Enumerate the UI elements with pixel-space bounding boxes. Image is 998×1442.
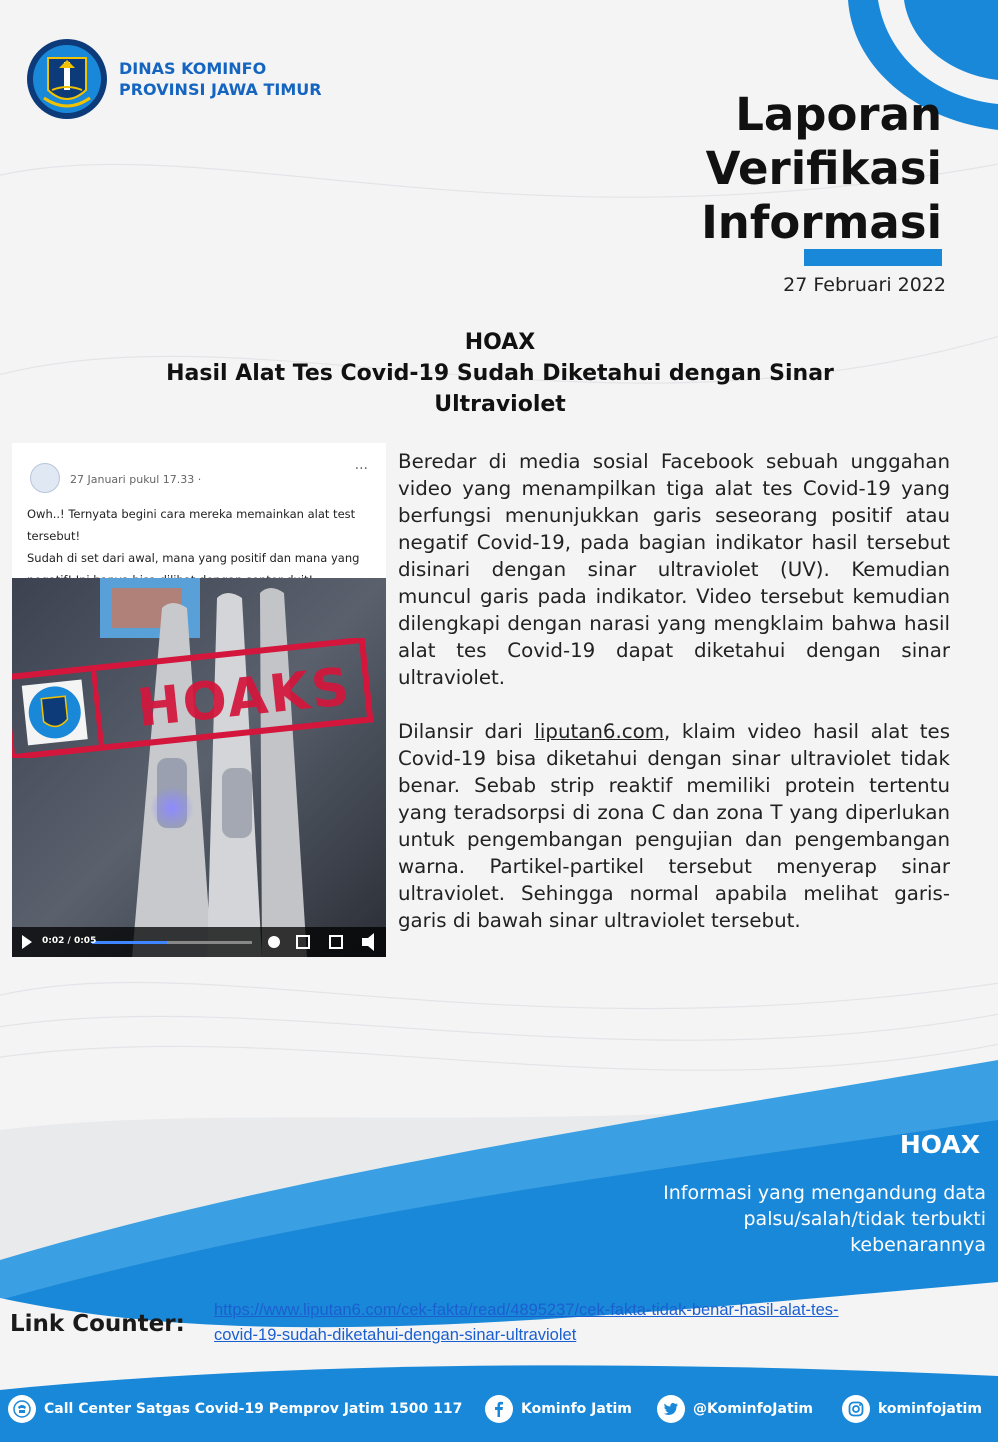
definition-title: HOAX	[899, 1130, 980, 1159]
link-url-line-1[interactable]: https://www.liputan6.com/cek-fakta/read/4895237/cek-fakta-tidak-benar-hasil-alat-tes-	[214, 1301, 839, 1319]
paragraph-1: Beredar di media sosial Facebook sebuah unggahan video yang menampilkan tiga alat tes Covid-19 yang berfungsi menunjukkan garis seseorang positif atau negatif Covid-19, pada bagian indikator hasil tersebut disinari dengan sinar ultraviolet (UV). Kemudian muncul garis pada indikator. Video tersebut kemudian dilengkapi dengan narasi yang mengklaim bahwa hasil alat tes Covid-19 dapat diketahui dengan sinar ultraviolet.	[398, 450, 950, 689]
article-heading	[100, 327, 900, 420]
link-counter-url[interactable]	[214, 1298, 974, 1348]
post-date: 27 Januari pukul 17.33 ·	[70, 473, 202, 486]
definition-line-2: palsu/salah/tidak terbukti	[743, 1208, 986, 1230]
twitter-text: @KominfoJatim	[693, 1401, 814, 1417]
footer-instagram	[842, 1394, 982, 1424]
definition-text	[556, 1180, 986, 1258]
phone-icon	[8, 1395, 36, 1423]
paragraph-2	[398, 718, 950, 934]
link-url-line-2[interactable]: covid-19-sudah-diketahui-dengan-sinar-ultraviolet	[214, 1326, 577, 1344]
report-title-line-2: Verifikasi	[705, 142, 942, 195]
instagram-text: kominfojatim	[878, 1401, 982, 1417]
video-frame	[12, 578, 386, 957]
article-body	[398, 448, 950, 934]
organization-name	[119, 58, 322, 100]
call-center-text: Call Center Satgas Covid-19 Pemprov Jatim 1500 117	[44, 1401, 463, 1417]
definition-line-3: kebenarannya	[850, 1234, 986, 1256]
jatim-logo	[26, 38, 108, 120]
title-underline-bar	[804, 249, 942, 266]
headline-line-1: Hasil Alat Tes Covid-19 Sudah Diketahui dengan Sinar	[166, 361, 834, 386]
hoax-post-screenshot	[12, 443, 386, 957]
hoaks-stamp-text: HOAKS	[134, 656, 354, 740]
post-header	[12, 443, 386, 578]
paragraph-2-prefix: Dilansir dari	[398, 720, 535, 743]
post-line-1: Owh..! Ternyata begini cara mereka memainkan alat test tersebut!	[27, 507, 356, 543]
org-line-2: PROVINSI JAWA TIMUR	[119, 80, 322, 99]
link-counter-label: Link Counter:	[10, 1311, 185, 1337]
report-title-line-3: Informasi	[701, 196, 942, 249]
facebook-text: Kominfo Jatim	[521, 1401, 632, 1417]
report-title	[701, 88, 942, 250]
more-options-icon: ···	[354, 461, 368, 477]
avatar	[30, 463, 60, 493]
instagram-icon	[842, 1395, 870, 1423]
definition-line-1: Informasi yang mengandung data	[663, 1182, 986, 1204]
article-label: HOAX	[464, 330, 536, 355]
post-line-2: Sudah di set dari awal, mana yang positif dan mana yang	[27, 551, 360, 565]
paragraph-2-rest: , klaim video hasil alat tes Covid-19 bisa diketahui dengan sinar ultraviolet tidak benar. Sebab strip reaktif memiliki protein tertentu yang teradsorpsi di zona C dan zona T yang diperlukan untuk pengembangan pengujian dan pengembangan warna. Partikel-partikel tersebut menyerap sinar ultraviolet. Sehingga normal apabila melihat garis-garis di bawah sinar ultraviolet tersebut.	[398, 720, 951, 932]
footer-facebook	[485, 1394, 632, 1424]
report-date: 27 Februari 2022	[783, 274, 946, 296]
facebook-icon	[485, 1395, 513, 1423]
video-time: 0:02 / 0:05	[42, 936, 97, 946]
twitter-icon	[657, 1395, 685, 1423]
org-line-1: DINAS KOMINFO	[119, 59, 267, 78]
footer-twitter	[657, 1394, 813, 1424]
headline-line-2: Ultraviolet	[434, 392, 566, 417]
report-title-line-1: Laporan	[735, 88, 942, 141]
source-link[interactable]: liputan6.com	[534, 720, 665, 743]
footer-call-center	[8, 1394, 462, 1424]
